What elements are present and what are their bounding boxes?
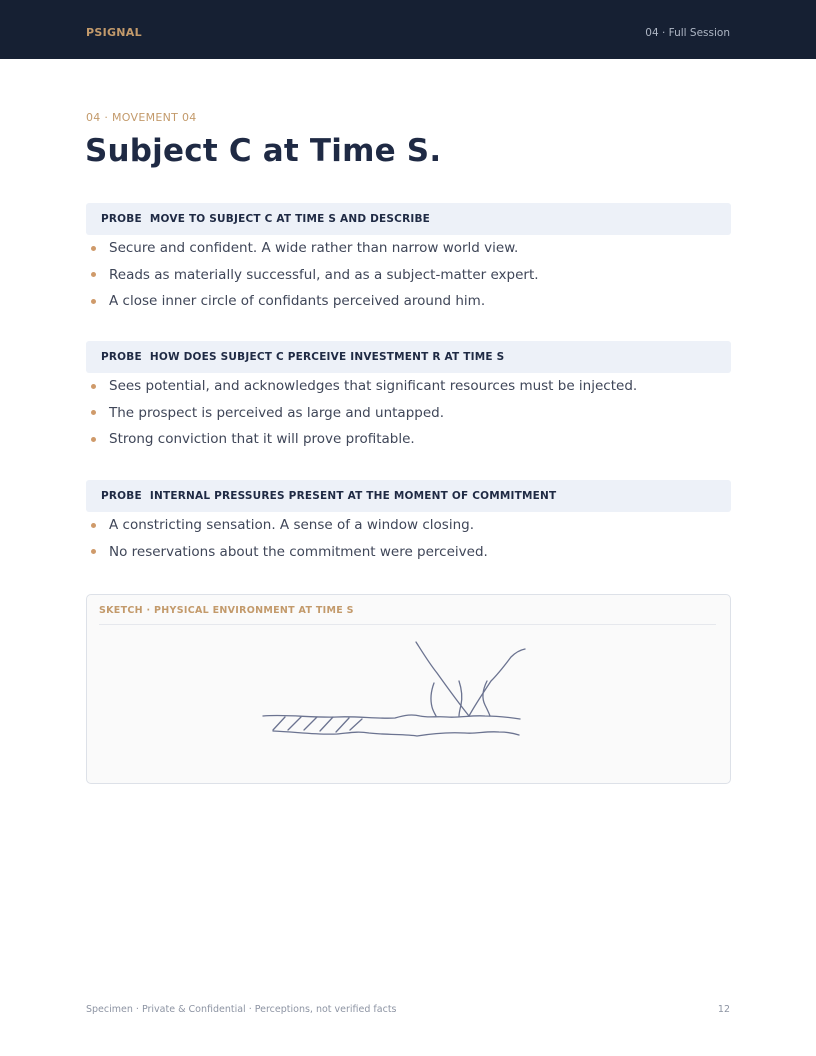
- sketch-stroke-small-2: [459, 681, 462, 716]
- list-item: [86, 400, 731, 427]
- probe-header: [86, 341, 731, 373]
- probe-question: HOW DOES SUBJECT C PERCEIVE INVESTMENT R AT TIME S: [149, 351, 505, 363]
- list-item: [86, 512, 731, 539]
- answer-list: [86, 512, 731, 565]
- bullet-icon: [91, 246, 96, 251]
- bullet-icon: [91, 437, 96, 442]
- probe-tag: PROBE: [101, 490, 142, 502]
- answer-list: [86, 373, 731, 453]
- bullet-icon: [91, 549, 96, 554]
- probe-question: MOVE TO SUBJECT C AT TIME S AND DESCRIBE: [149, 213, 431, 225]
- answer-list: [86, 235, 731, 315]
- probe-block: [86, 203, 731, 315]
- list-item: [86, 262, 731, 289]
- probe-question: INTERNAL PRESSURES PRESENT AT THE MOMENT OF COMMITMENT: [149, 490, 557, 502]
- answer-text: Strong conviction that it will prove profitable.: [109, 431, 415, 448]
- bullet-icon: [91, 272, 96, 277]
- probe-header: [86, 480, 731, 512]
- sketch-hatch: [273, 717, 362, 732]
- sketch-stroke-right: [469, 649, 525, 716]
- page-title: Subject C at Time S.: [85, 133, 442, 169]
- list-item: [86, 539, 731, 566]
- sketch-drawing: [87, 595, 730, 783]
- session-label: 04 · Full Session: [645, 27, 730, 39]
- sketch-stroke-small-1: [431, 683, 436, 716]
- bullet-icon: [91, 299, 96, 304]
- answer-text: No reservations about the commitment were perceived.: [109, 543, 488, 560]
- probe-tag: PROBE: [101, 213, 142, 225]
- bullet-icon: [91, 523, 96, 528]
- sketch-stroke-small-3: [483, 681, 490, 716]
- probe-header: [86, 203, 731, 235]
- probe-block: [86, 341, 731, 453]
- list-item: [86, 426, 731, 453]
- bullet-icon: [91, 384, 96, 389]
- brand-logo-text: PSIGNAL: [86, 26, 142, 39]
- answer-text: Reads as materially successful, and as a subject-matter expert.: [109, 266, 539, 283]
- list-item: [86, 288, 731, 315]
- footer-note: Specimen · Private & Confidential · Perceptions, not verified facts: [86, 1004, 397, 1015]
- answer-text: A close inner circle of confidants perceived around him.: [109, 293, 486, 310]
- probe-tag: PROBE: [101, 351, 142, 363]
- page-number: 12: [717, 1004, 730, 1015]
- bullet-icon: [91, 410, 96, 415]
- top-bar: [0, 0, 816, 59]
- section-eyebrow: 04 · MOVEMENT 04: [86, 111, 197, 124]
- list-item: [86, 235, 731, 262]
- sketch-ground-bottom: [273, 731, 519, 736]
- answer-text: A constricting sensation. A sense of a window closing.: [109, 517, 474, 534]
- probe-block: [86, 480, 731, 565]
- sketch-card: [86, 594, 731, 784]
- sketch-label: SKETCH · PHYSICAL ENVIRONMENT AT TIME S: [99, 605, 354, 616]
- list-item: [86, 373, 731, 400]
- answer-text: Secure and confident. A wide rather than narrow world view.: [109, 240, 519, 257]
- answer-text: Sees potential, and acknowledges that significant resources must be injected.: [109, 378, 638, 395]
- answer-text: The prospect is perceived as large and untapped.: [109, 404, 445, 421]
